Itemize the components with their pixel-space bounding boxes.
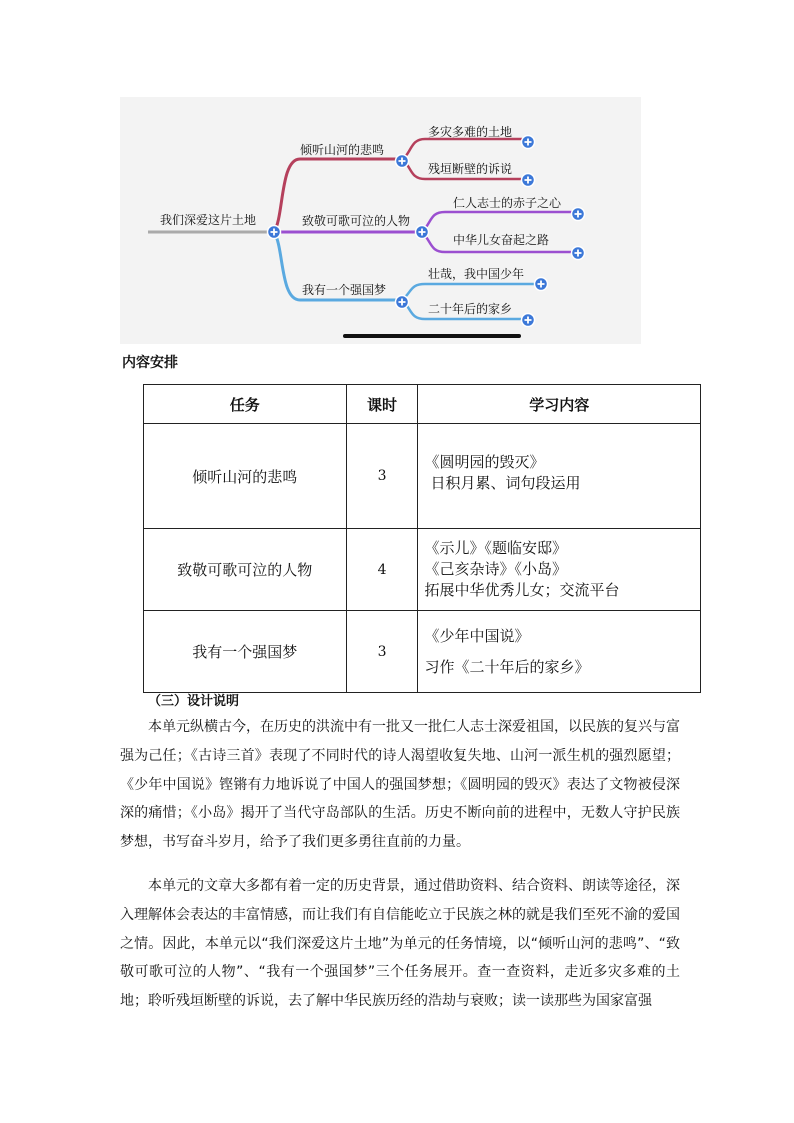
- mindmap-leaf-1b-label[interactable]: 残垣断壁的诉说: [428, 162, 513, 176]
- cell-task: 致敬可歌可泣的人物: [144, 529, 347, 611]
- table-row: [144, 611, 701, 693]
- header-hours: 课时: [346, 385, 418, 424]
- cell-hours: 3: [346, 424, 418, 529]
- body-paragraph-2: 本单元的文章大多都有着一定的历史背景，通过借助资料、结合资料、朗读等途径，深入理解体会表达的丰富情感，而让我们有自信能屹立于民族之林的就是我们至死不渝的爱国之情。因此，本单元以“我们深爱这片土地”为单元的任务情境，以“倾听山河的悲鸣”、“致敬可歌可泣的人物”、“我有一个强国梦”三个任务展开。查一查资料，走近多灾多难的土地；聆听残垣断壁的诉说，去了解中华民族历经的浩劫与衰败；读一读那些为国家富强: [120, 878, 680, 1010]
- mindmap-branch-2-label[interactable]: 致敬可歌可泣的人物: [302, 214, 411, 228]
- mindmap-leaf-3a-label[interactable]: 壮哉，我中国少年: [428, 267, 525, 281]
- content-line: 《己亥杂诗》《小岛》: [424, 560, 567, 578]
- home-indicator-bar: [343, 334, 521, 338]
- mindmap-leaf-2b-label[interactable]: 中华儿女奋起之路: [453, 233, 550, 247]
- cell-hours: 3: [346, 611, 418, 693]
- header-content: 学习内容: [418, 385, 701, 424]
- cell-task: 我有一个强国梦: [144, 611, 347, 693]
- content-line: 日积月累、词句段运用: [430, 474, 581, 492]
- mindmap-leaf-2a-label[interactable]: 仁人志士的赤子之心: [453, 196, 562, 210]
- cell-content: [418, 424, 701, 529]
- cell-content: [418, 529, 701, 611]
- content-line: 《示儿》《题临安邸》: [424, 539, 567, 557]
- mind-map: [120, 97, 641, 344]
- cell-content: [418, 611, 701, 693]
- content-line: 《少年中国说》: [424, 626, 530, 645]
- subsection-title: （三）设计说明: [148, 694, 240, 709]
- table-row: [144, 529, 701, 611]
- table-row: [144, 424, 701, 529]
- body-paragraph-1: 本单元纵横古今，在历史的洪流中有一批又一批仁人志士深爱祖国，以民族的复兴与富强为己任；《古诗三首》表现了不同时代的诗人渴望收复失地、山河一派生机的强烈愿望；《少年中国说》铿锵有力地诉说了中国人的强国梦想；《圆明园的毁灭》表达了文物被侵深深的痛惜；《小岛》揭开了当代守岛部队的生活。历史不断向前的进程中，无数人守护民族梦想，书写奋斗岁月，给予了我们更多勇往直前的力量。: [120, 719, 680, 851]
- leaf-line-1a: [402, 139, 525, 159]
- mindmap-root-label[interactable]: 我们深爱这片土地: [160, 213, 257, 227]
- mindmap-branch-3-label[interactable]: 我有一个强国梦: [302, 283, 387, 297]
- content-plan-table: [143, 384, 701, 693]
- section-title: 内容安排: [122, 355, 178, 371]
- mindmap-branch-1-label[interactable]: 倾听山河的悲鸣: [300, 143, 385, 157]
- header-task: 任务: [144, 385, 347, 424]
- leaf-line-3a: [402, 284, 538, 300]
- cell-hours: 4: [346, 529, 418, 611]
- mindmap-leaf-3b-label[interactable]: 二十年后的家乡: [428, 302, 513, 316]
- leaf-line-2a: [422, 212, 575, 232]
- content-line: 《圆明园的毁灭》: [424, 453, 545, 471]
- content-line: 拓展中华优秀儿女；交流平台: [424, 581, 620, 599]
- mindmap-leaf-1a-label[interactable]: 多灾多难的土地: [428, 125, 513, 139]
- cell-task: 倾听山河的悲鸣: [144, 424, 347, 529]
- table-header-row: [144, 385, 701, 424]
- content-line: 习作《二十年后的家乡》: [424, 657, 590, 676]
